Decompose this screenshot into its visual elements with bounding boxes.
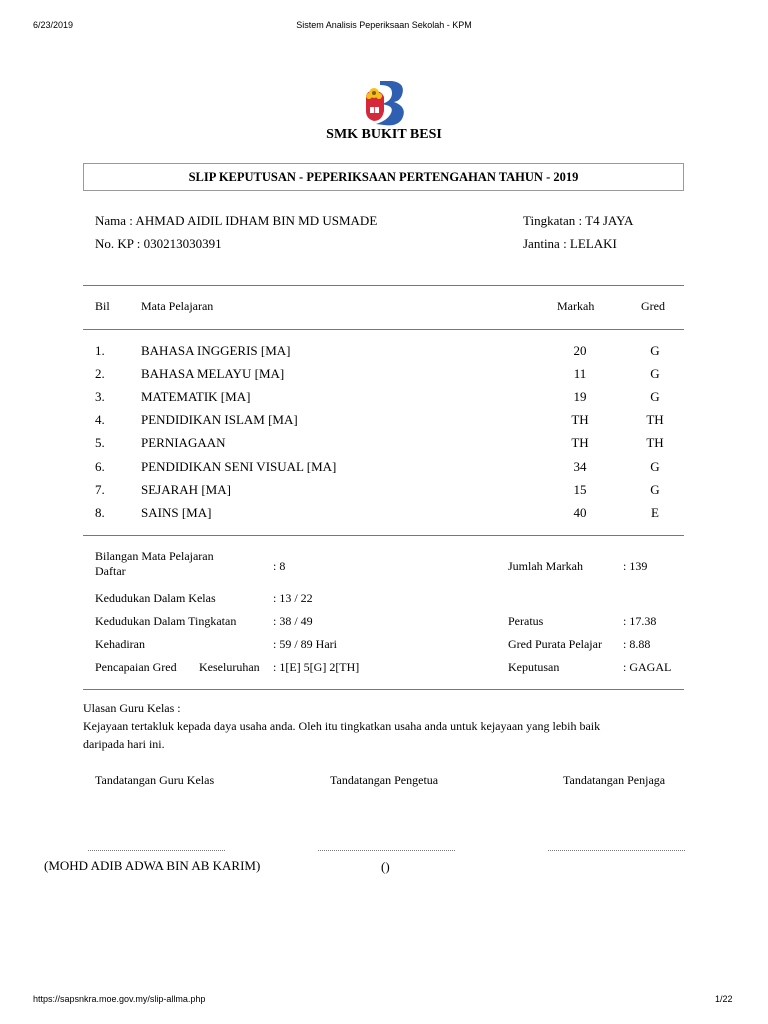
summary-decision-value: : GAGAL <box>623 660 672 674</box>
signature-principal-label: Tandatangan Pengetua <box>330 773 439 787</box>
signature-guardian-label: Tandatangan Penjaga <box>563 773 666 787</box>
table-row <box>0 366 768 389</box>
summary-percent-label: Peratus <box>508 614 544 628</box>
remarks-label: Ulasan Guru Kelas : <box>83 701 181 715</box>
row-bil: 2. <box>95 366 105 381</box>
row-grade: G <box>650 482 660 497</box>
row-bil: 5. <box>95 435 105 450</box>
col-header-marks: Markah <box>557 299 595 313</box>
signature-guardian-line <box>548 850 685 851</box>
summary-form-pos-value: : 38 / 49 <box>273 614 313 628</box>
row-grade: G <box>650 366 660 381</box>
summary-achievement-label-2: Keseluruhan <box>199 660 260 674</box>
row-marks: 34 <box>573 459 587 474</box>
summary-bottom-rule <box>83 689 684 690</box>
col-header-bil: Bil <box>95 299 110 313</box>
row-marks: 11 <box>573 366 587 381</box>
row-bil: 6. <box>95 459 105 474</box>
table-row <box>0 435 768 458</box>
summary-class-pos-label: Kedudukan Dalam Kelas <box>95 591 216 605</box>
school-logo-icon <box>362 77 408 127</box>
summary-avg-grade-label: Gred Purata Pelajar <box>508 637 602 651</box>
summary-avg-grade-value: : 8.88 <box>623 637 651 651</box>
row-subject: SEJARAH [MA] <box>141 482 231 497</box>
row-grade: G <box>650 389 660 404</box>
slip-title-box <box>83 163 684 191</box>
slip-title: SLIP KEPUTUSAN - PEPERIKSAAN PERTENGAHAN TAHUN - 2019 <box>188 170 579 184</box>
row-grade: G <box>650 343 660 358</box>
signature-teacher-label: Tandatangan Guru Kelas <box>95 773 215 787</box>
row-subject: PENDIDIKAN SENI VISUAL [MA] <box>141 459 337 474</box>
table-top-rule <box>83 285 684 286</box>
signature-teacher-name: (MOHD ADIB ADWA BIN AB KARIM) <box>44 858 261 873</box>
student-kp: No. KP : 030213030391 <box>95 236 222 251</box>
remarks-text-line2: daripada hari ini. <box>83 737 165 751</box>
row-subject: BAHASA MELAYU [MA] <box>141 366 285 381</box>
summary-subjects-label-line1: Bilangan Mata Pelajaran <box>95 549 214 563</box>
signature-principal-name: () <box>381 859 390 874</box>
student-name: Nama : AHMAD AIDIL IDHAM BIN MD USMADE <box>95 213 378 228</box>
summary-achievement-value: : 1[E] 5[G] 2[TH] <box>273 660 360 674</box>
school-logo <box>362 77 408 127</box>
summary-total-label: Jumlah Markah <box>508 559 583 573</box>
summary-form-pos-label: Kedudukan Dalam Tingkatan <box>95 614 237 628</box>
summary-subjects-label <box>95 549 214 579</box>
table-row <box>0 343 768 366</box>
student-gender: Jantina : LELAKI <box>523 236 617 251</box>
summary-attendance-value: : 59 / 89 Hari <box>273 637 337 651</box>
table-row <box>0 482 768 505</box>
print-date: 6/23/2019 <box>33 20 74 30</box>
row-grade: TH <box>646 435 664 450</box>
summary-subjects-label-line2: Daftar <box>95 564 126 578</box>
table-header-rule <box>83 329 684 330</box>
print-page-number: 1/22 <box>715 994 733 1004</box>
table-row <box>0 459 768 482</box>
row-marks: TH <box>571 435 589 450</box>
student-class: Tingkatan : T4 JAYA <box>523 213 634 228</box>
signature-principal-line <box>318 850 455 851</box>
row-subject: PENDIDIKAN ISLAM [MA] <box>141 412 298 427</box>
table-row <box>0 389 768 412</box>
row-marks: 40 <box>573 505 587 520</box>
row-bil: 8. <box>95 505 105 520</box>
row-bil: 7. <box>95 482 105 497</box>
summary-decision-label: Keputusan <box>508 660 560 674</box>
school-name: SMK BUKIT BESI <box>326 127 442 142</box>
row-marks: TH <box>571 412 589 427</box>
summary-subjects-value: : 8 <box>273 559 286 573</box>
print-page-title: Sistem Analisis Peperiksaan Sekolah - KPM <box>296 20 472 30</box>
col-header-subject: Mata Pelajaran <box>141 299 214 313</box>
summary-percent-value: : 17.38 <box>623 614 657 628</box>
row-bil: 4. <box>95 412 105 427</box>
col-header-grade: Gred <box>641 299 665 313</box>
row-bil: 3. <box>95 389 105 404</box>
table-row <box>0 505 768 528</box>
table-bottom-rule <box>83 535 684 536</box>
row-bil: 1. <box>95 343 105 358</box>
row-subject: PERNIAGAAN <box>141 435 226 450</box>
row-subject: BAHASA INGGERIS [MA] <box>141 343 291 358</box>
row-subject: MATEMATIK [MA] <box>141 389 251 404</box>
summary-attendance-label: Kehadiran <box>95 637 145 651</box>
row-grade: E <box>651 505 659 520</box>
table-row <box>0 412 768 435</box>
row-marks: 15 <box>573 482 587 497</box>
summary-achievement-label: Pencapaian Gred <box>95 660 177 674</box>
row-grade: G <box>650 459 660 474</box>
remarks-text-line1: Kejayaan tertakluk kepada daya usaha anda. Oleh itu tingkatkan usaha anda untuk kejayaan yang lebih baik <box>83 719 601 733</box>
row-marks: 19 <box>573 389 587 404</box>
row-grade: TH <box>646 412 664 427</box>
row-subject: SAINS [MA] <box>141 505 212 520</box>
signature-teacher-line <box>88 850 225 851</box>
summary-total-value: : 139 <box>623 559 648 573</box>
summary-class-pos-value: : 13 / 22 <box>273 591 313 605</box>
row-marks: 20 <box>573 343 587 358</box>
print-url: https://sapsnkra.moe.gov.my/slip-allma.php <box>33 994 206 1004</box>
